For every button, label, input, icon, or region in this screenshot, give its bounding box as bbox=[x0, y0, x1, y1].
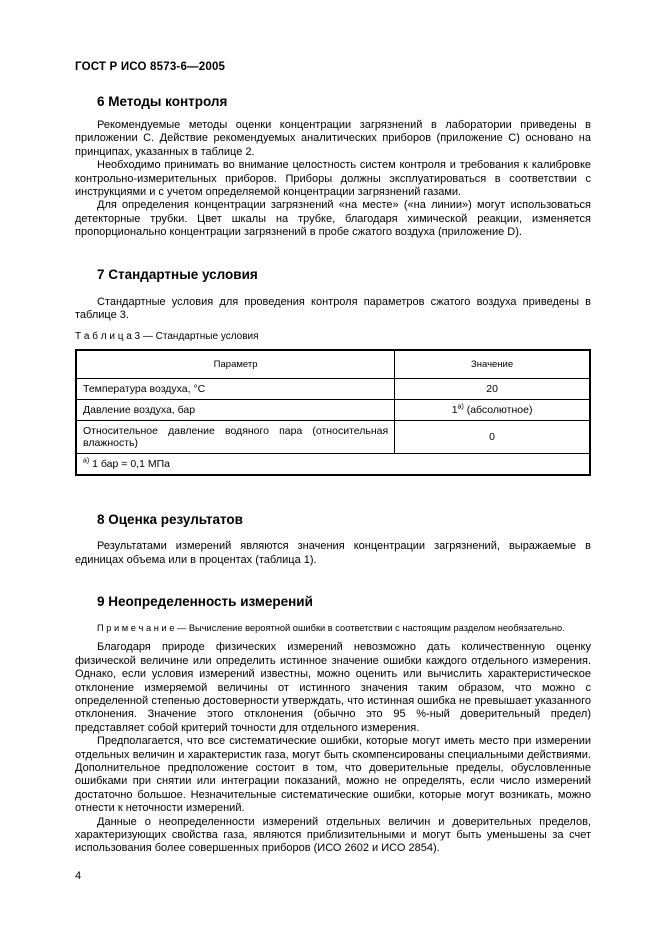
section-7-title: 7 Стандартные условия bbox=[97, 266, 258, 282]
value-number: 1 bbox=[451, 404, 458, 417]
section-6-title: 6 Методы контроля bbox=[97, 94, 228, 109]
value-cell bbox=[395, 400, 590, 421]
section-9-paragraph: Данные о неопределенности измерений отдельных величин и доверительных пределов, характеризующих свойства газа, являются приблизительными и могут быть уменьшены за счет использования более совершенных приборов (ИСО 2602 и ИСО 2854). bbox=[75, 815, 591, 855]
section-8-paragraph: Результатами измерений являются значения концентрации загрязнений, выражаемые в единицах объема или в процентах (таблица 1). bbox=[75, 540, 591, 566]
footnote-text: 1 бар = 0,1 МПа bbox=[89, 458, 170, 471]
section-6-paragraph: Рекомендуемые методы оценки концентрации загрязнений в лаборатории приведены в приложении С. Действие рекомендуемых аналитических приборов (приложение С) основано на принципах, указанных в таблице 2. bbox=[75, 119, 591, 158]
section-9-paragraph: Благодаря природе физических измерений невозможно дать количественную оценку физической величине или определить истинное значение ошибки каждого отдельного измерения. Однако, если условия измерений известны, можно оценить или вычислить характеристическое отклонение измеряемой величины от истинного значения таким образом, что можно с определенной степенью достоверности утверждать, что истинная ошибка не превышает указанного отклонения. Значение этого отклонения (обычно это 95 %-ный доверительный предел) представляет собой критерий точности для отдельного измерения. bbox=[75, 641, 591, 734]
table-caption: Т а б л и ц а 3 — Стандартные условия bbox=[75, 331, 259, 343]
page-number: 4 bbox=[75, 870, 82, 882]
standard-conditions-table bbox=[75, 349, 591, 476]
value-cell: 20 bbox=[395, 379, 590, 400]
table-header-value: Значение bbox=[395, 350, 590, 379]
section-8-title: 8 Оценка результатов bbox=[97, 512, 243, 528]
table-row bbox=[76, 379, 590, 400]
table-header-parameter: Параметр bbox=[76, 350, 395, 379]
table-footnote bbox=[76, 454, 590, 476]
section-6-paragraph: Для определения концентрации загрязнений «на месте» («на линии») могут использоваться детекторные трубки. Цвет шкалы на трубке, благодаря химической реакции, изменяется пропорционально концентрации загрязнений в пробе сжатого воздуха (приложение D). bbox=[75, 199, 591, 239]
value-superscript: а) bbox=[457, 403, 464, 411]
section-9-note: П р и м е ч а н и е — Вычисление вероятной ошибки в соответствии с настоящим разделом необязательно. bbox=[97, 623, 565, 634]
param-cell: Давление воздуха, бар bbox=[76, 400, 395, 421]
table-footnote-row bbox=[76, 454, 590, 476]
table-row bbox=[76, 421, 590, 454]
value-cell: 0 bbox=[395, 421, 590, 454]
document-header: ГОСТ Р ИСО 8573-6—2005 bbox=[75, 61, 226, 73]
param-cell: Температура воздуха, °С bbox=[76, 379, 395, 400]
section-9-paragraph: Предполагается, что все систематические ошибки, которые могут иметь место при измерении отдельных величин и характеристик газа, могут быть скомпенсированы специальными действиями. Дополнительное предположение состоит в том, что доверительные пределы, обусловленные ошибками при снятии или интеграции показаний, можно не определять, если число измерений достаточно большое. Незначительные систематические ошибки, которые могут возникать, можно отнести к неточности измерений. bbox=[75, 735, 591, 815]
section-9-title: 9 Неопределенность измерений bbox=[97, 594, 313, 610]
table-header-row bbox=[76, 350, 590, 379]
page-content bbox=[75, 61, 591, 856]
value-rest: (абсолютное) bbox=[463, 404, 533, 417]
section-7-paragraph: Стандартные условия для проведения контроля параметров сжатого воздуха приведены в таблице 3. bbox=[75, 295, 591, 322]
section-6-paragraph: Необходимо принимать во внимание целостность систем контроля и требования к калибровке контрольно-измерительных приборов. Приборы должны эксплуатироваться в соответствии с инструкциями и с учетом определяемой концентрации загрязнений газами. bbox=[75, 159, 591, 199]
param-cell: Относительное давление водяного пара (относительная влажность) bbox=[76, 421, 395, 454]
footnote-superscript: а) bbox=[83, 457, 90, 465]
table-row bbox=[76, 400, 590, 421]
